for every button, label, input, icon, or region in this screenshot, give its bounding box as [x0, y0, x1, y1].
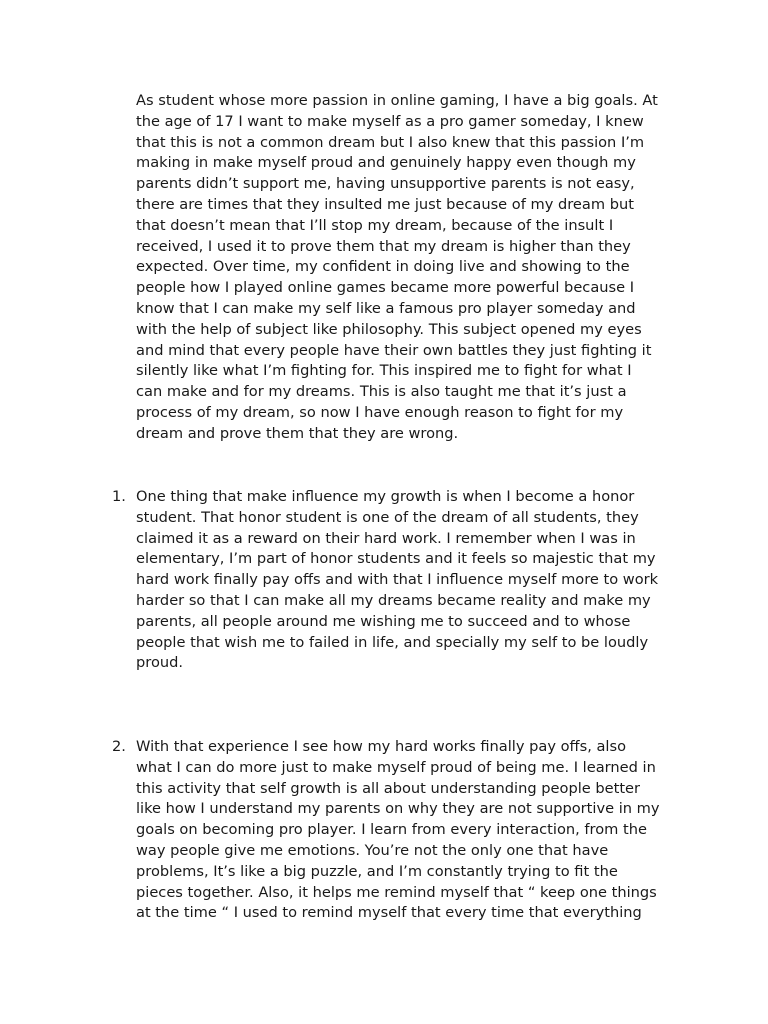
- intro-paragraph: As student whose more passion in online gaming, I have a big goals. At the age of 17 I want to make myself as a pro gamer someday, I knew that this is not a common dream but I also knew that this passion I’m making in make myself proud and genuinely happy even though my parents didn’t support me, having unsupportive parents is not easy, there are times that they insulted me just because of my dream but that doesn’t mean that I’ll stop my dream, because of the insult I received, I used it to prove them that my dream is higher than they expected. Over time, my confident in doing live and showing to the people how I played online games became more powerful because I know that I can make my self like a famous pro player someday and with the help of subject like philosophy. This subject opened my eyes and mind that every people have their own battles they just fighting it silently like what I’m fighting for. This inspired me to fight for what I can make and for my dreams. This is also taught me that it’s just a process of my dream, so now I have enough reason to fight for my dream and prove them that they are wrong.: [136, 92, 658, 442]
- list-item-number: 1.: [112, 488, 126, 505]
- list-item-number: 2.: [112, 738, 126, 755]
- list-item-text: With that experience I see how my hard works finally pay offs, also what I can do more just to make myself proud of being me. I learned in this activity that self growth is all about understanding people better like how I understand my parents on why they are not supportive in my goals on becoming pro player. I learn from every interaction, from the way people give me emotions. You’re not the only one that have problems, It’s like a big puzzle, and I’m constantly trying to fit the pieces together. Also, it helps me remind myself that “ keep one things at the time “ I used to remind myself that every time that everything: [136, 738, 660, 922]
- list-item-text: One thing that make influence my growth is when I become a honor student. That honor student is one of the dream of all students, they claimed it as a reward on their hard work. I remember when I was in elementary, I’m part of honor students and it feels so majestic that my hard work finally pay offs and with that I influence myself more to work harder so that I can make all my dreams became reality and make my parents, all people around me wishing me to succeed and to whose people that wish me to failed in life, and specially my self to be loudly proud.: [136, 488, 659, 672]
